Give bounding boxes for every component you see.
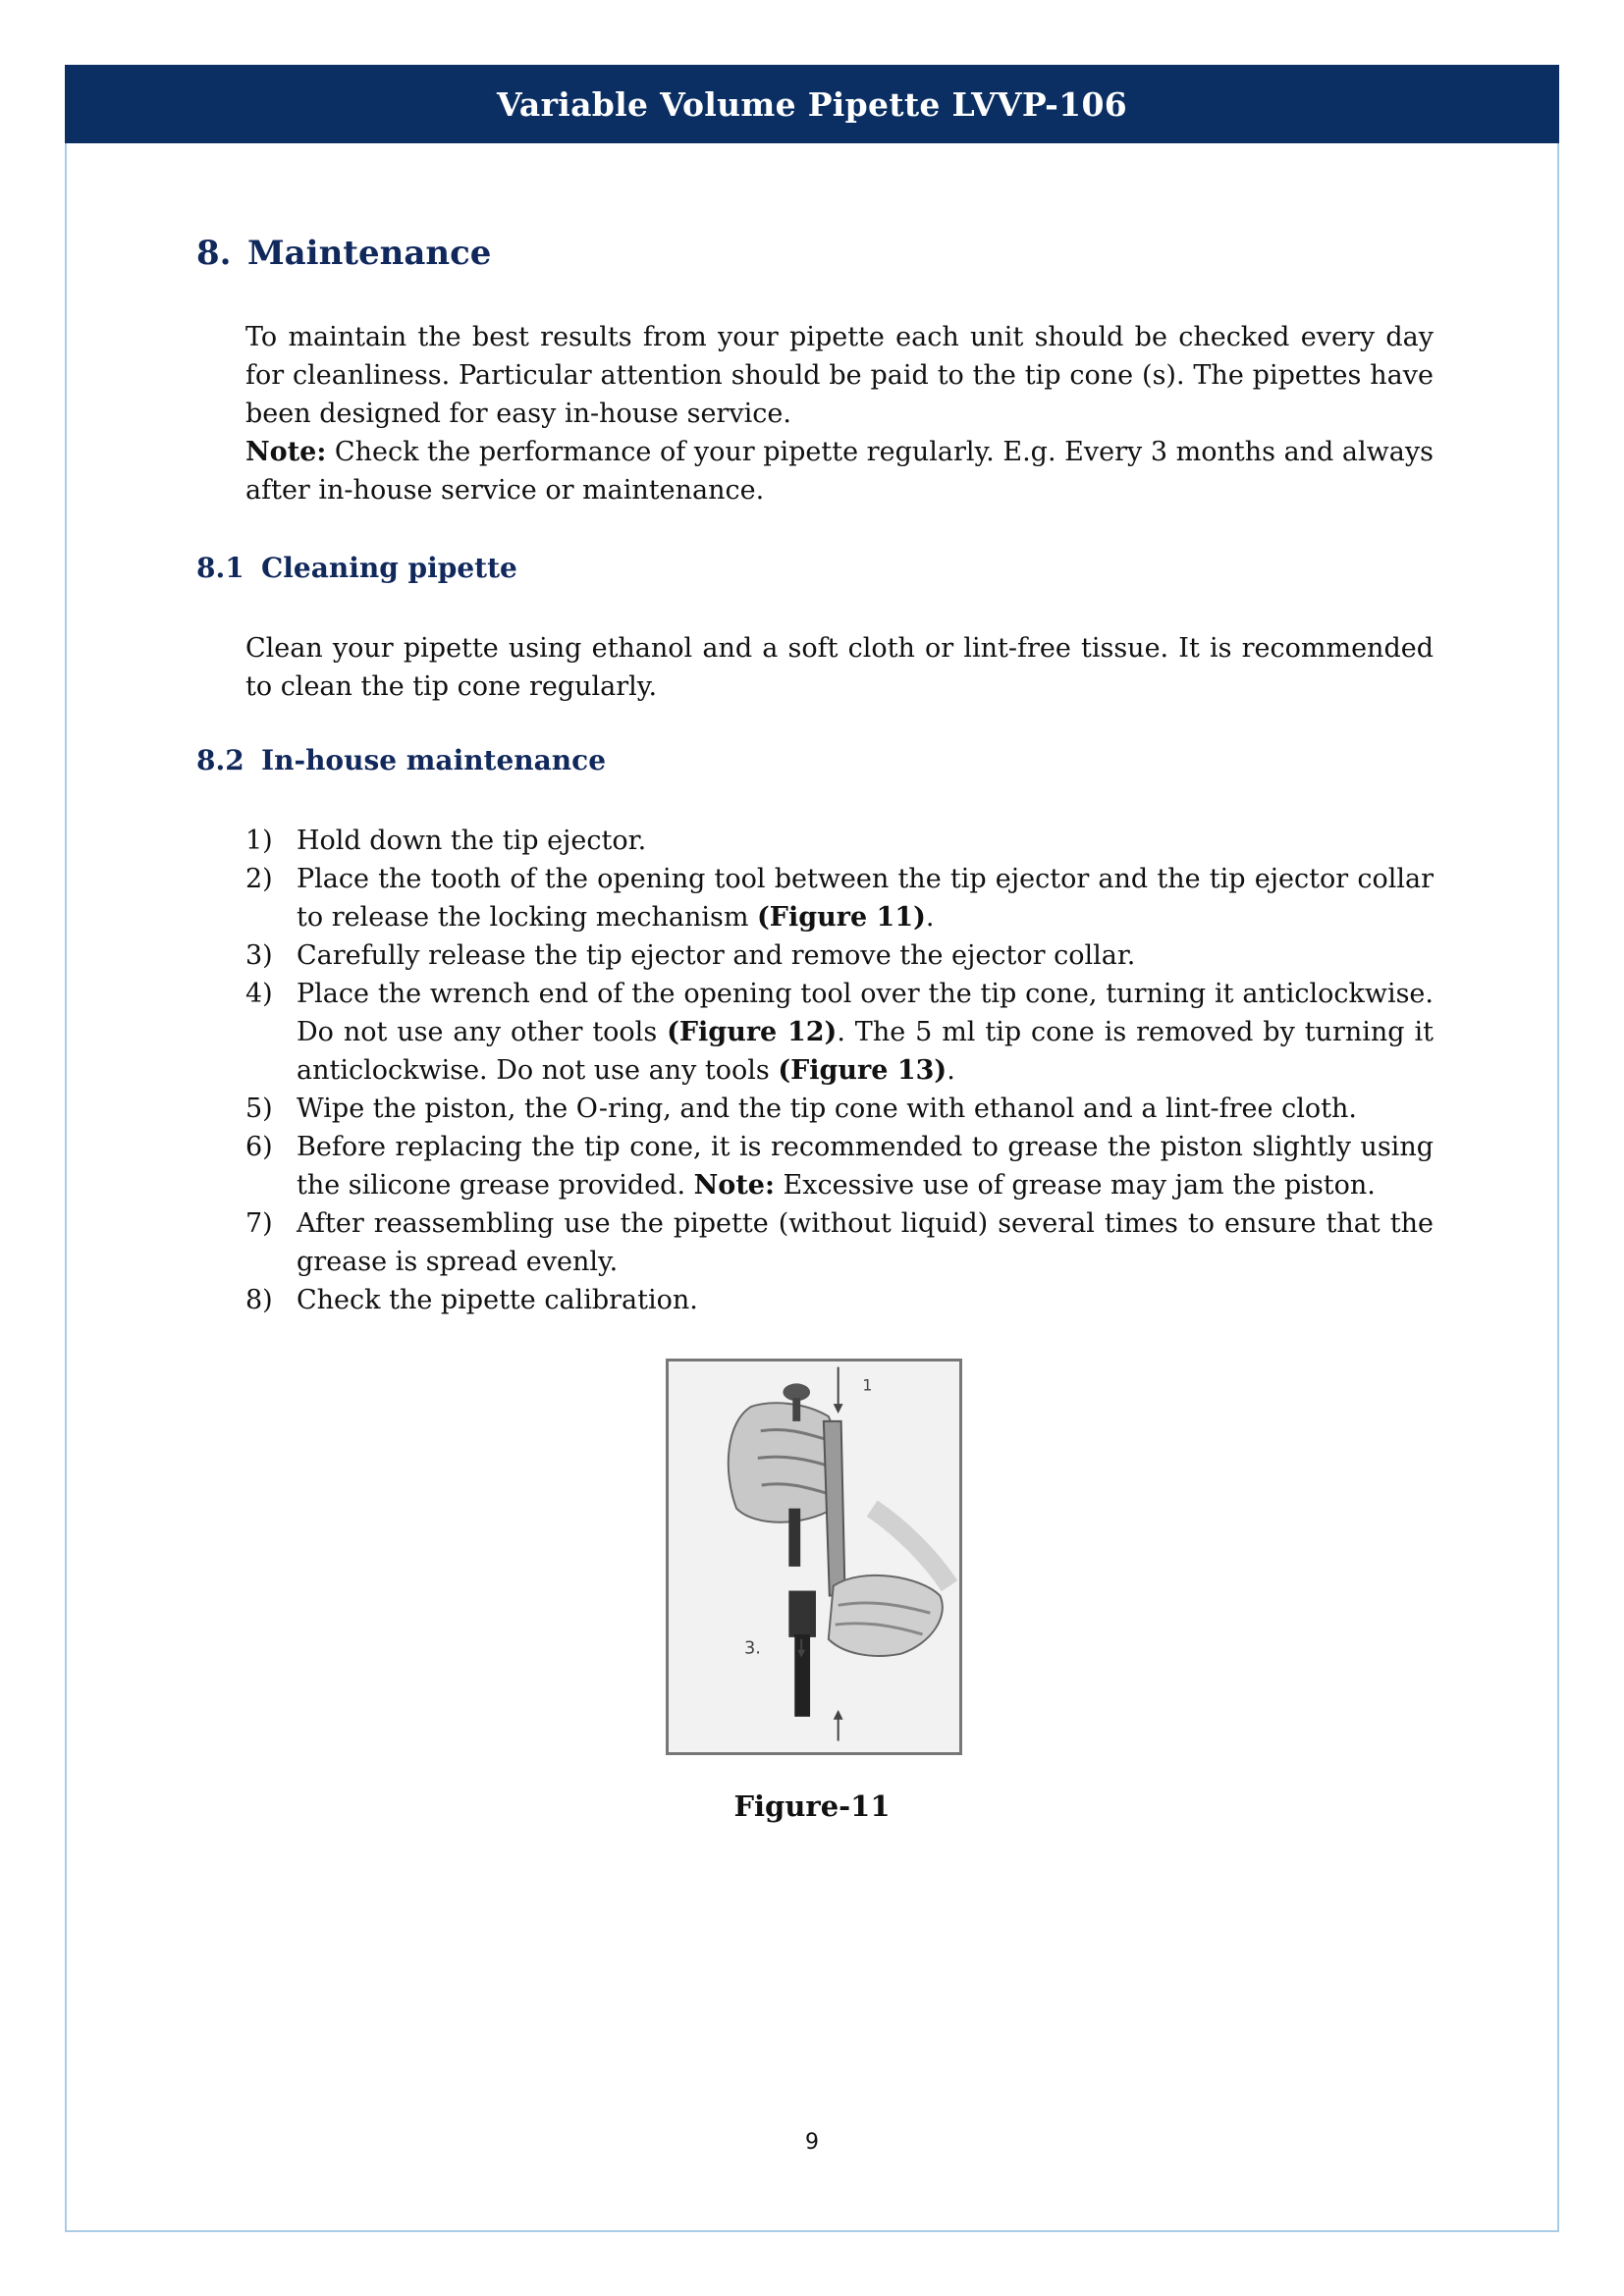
step-text: .	[925, 902, 935, 933]
subsection-title: Cleaning pipette	[261, 552, 517, 584]
figure-caption: Figure-11	[733, 1789, 891, 1823]
section-number: 8.	[196, 234, 232, 273]
subsection-title: In-house maintenance	[261, 744, 607, 776]
list-item	[245, 822, 1434, 860]
step-text: Carefully release the tip ejector and remove the ejector collar.	[297, 940, 1136, 971]
step-text: Check the pipette calibration.	[297, 1285, 698, 1315]
figure-label-3: 3.	[743, 1638, 761, 1659]
step-text: Wipe the piston, the O-ring, and the tip cone with ethanol and a lint-free cloth.	[297, 1094, 1357, 1124]
subsection-number: 8.2	[196, 744, 244, 776]
list-item	[245, 936, 1434, 975]
list-item	[245, 975, 1434, 1090]
step-number: 1)	[245, 826, 273, 856]
note-label: Note:	[245, 437, 327, 467]
step-text: Place the tooth of the opening tool between the tip ejector and the tip ejector collar to release the locking mechanism	[297, 864, 1434, 933]
header-bar	[65, 65, 1559, 143]
intro-paragraph	[245, 318, 1434, 509]
note-label: Note:	[693, 1170, 775, 1201]
step-text: . The 5 ml tip cone is removed by turning it anticlockwise. Do not use any tools	[297, 1017, 1434, 1086]
figure-label-1: 1	[862, 1375, 873, 1395]
section-heading	[196, 234, 491, 273]
subsection-number: 8.1	[196, 552, 244, 584]
figure-reference: (Figure 12)	[667, 1017, 838, 1047]
intro-text: To maintain the best results from your pipette each unit should be checked every day for cleanliness. Particular attention should be paid to the tip cone (s). The pipettes have been designed for easy in-house service.	[245, 322, 1434, 429]
page-number: 9	[805, 2130, 819, 2155]
subsection-heading-cleaning	[196, 552, 517, 584]
step-number: 3)	[245, 940, 273, 971]
step-text: Place the wrench end of the opening tool over the tip cone, turning it anticlockwise. Do not use any other tools	[297, 979, 1434, 1047]
step-text: After reassembling use the pipette (without liquid) several times to ensure that the grease is spread evenly.	[297, 1208, 1434, 1277]
document-title: Variable Volume Pipette LVVP-106	[497, 84, 1127, 124]
figure-11-image	[666, 1359, 962, 1755]
list-item	[245, 1204, 1434, 1281]
note-text: Check the performance of your pipette regularly. E.g. Every 3 months and always after in-house service or maintenance.	[245, 437, 1434, 506]
step-number: 7)	[245, 1208, 273, 1239]
subsection-heading-inhouse	[196, 744, 606, 776]
step-number: 8)	[245, 1285, 273, 1315]
step-number: 2)	[245, 864, 273, 894]
list-item	[245, 860, 1434, 936]
step-text: .	[947, 1055, 955, 1086]
list-item	[245, 1128, 1434, 1204]
list-item	[245, 1090, 1434, 1128]
step-number: 6)	[245, 1132, 273, 1162]
maintenance-steps-list	[245, 822, 1434, 1319]
step-number: 4)	[245, 979, 273, 1009]
step-text: Hold down the tip ejector.	[297, 826, 647, 856]
step-text: Excessive use of grease may jam the piston.	[774, 1170, 1376, 1201]
section-title: Maintenance	[247, 234, 492, 273]
figure-reference: (Figure 11)	[757, 902, 926, 933]
list-item	[245, 1281, 1434, 1319]
figure-reference: (Figure 13)	[778, 1055, 947, 1086]
step-text: Before replacing the tip cone, it is recommended to grease the piston slightly using the silicone grease provided.	[297, 1132, 1434, 1201]
pipette-opening-illustration	[669, 1362, 959, 1752]
step-number: 5)	[245, 1094, 273, 1124]
cleaning-paragraph: Clean your pipette using ethanol and a soft cloth or lint-free tissue. It is recommended to clean the tip cone regularly.	[245, 633, 1434, 702]
